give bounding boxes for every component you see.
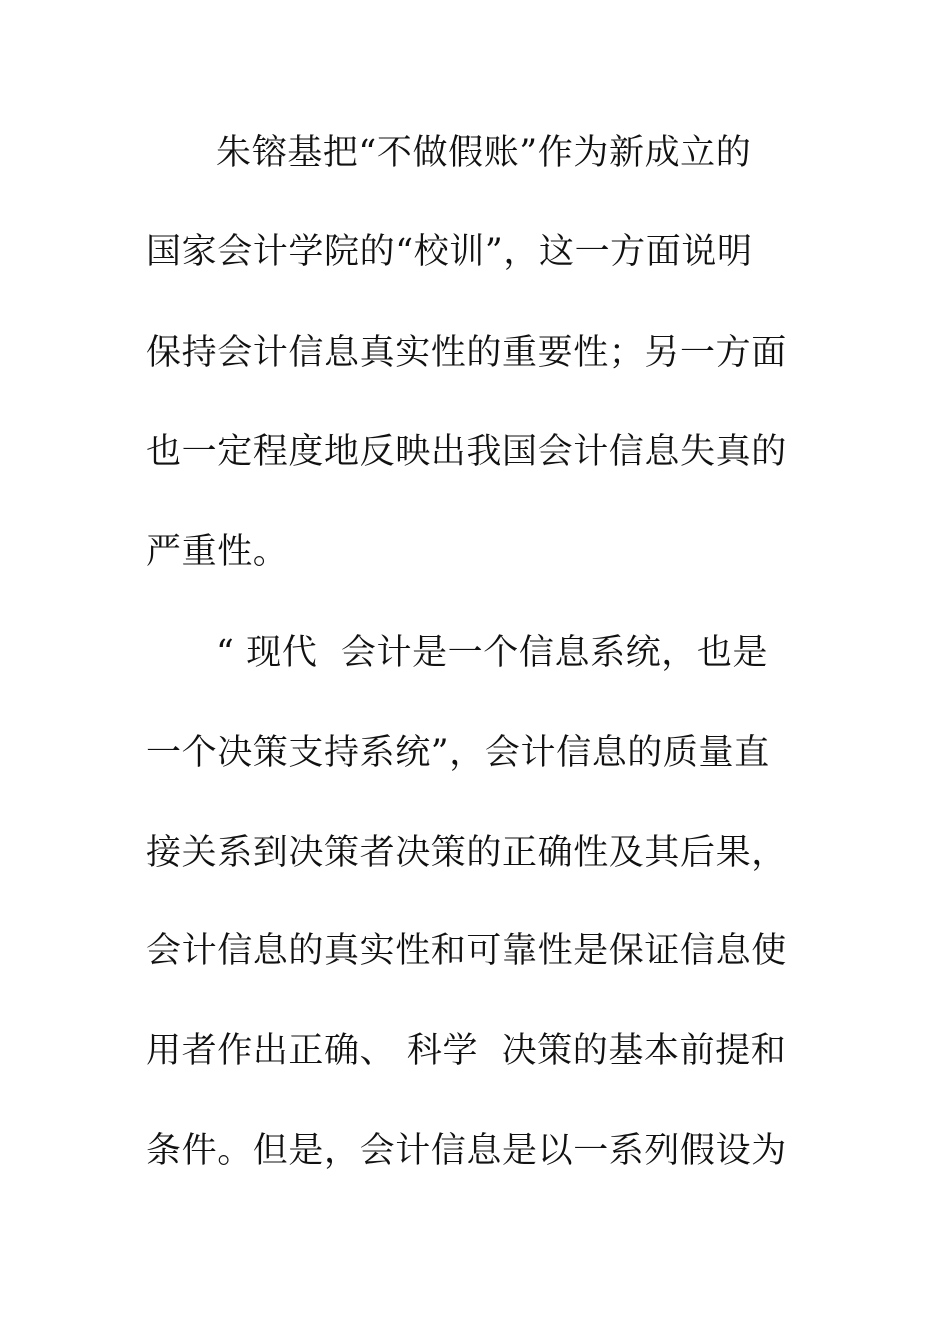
paragraph-2-line-2: 一个决策支持系统”，会计信息的质量直 [146, 733, 770, 773]
paragraph-1-line-1: 朱镕基把“不做假账”作为新成立的 [216, 133, 752, 173]
paragraph-2-line-1: “ 现代 会计是一个信息系统，也是 [216, 633, 769, 673]
paragraph-1-line-3: 保持会计信息真实性的重要性；另一方面 [146, 333, 787, 373]
paragraph-2-line-5: 用者作出正确、 科学 决策的基本前提和 [146, 1031, 787, 1071]
paragraph-2-line-3: 接关系到决策者决策的正确性及其后果， [146, 833, 787, 873]
paragraph-1-line-4: 也一定程度地反映出我国会计信息失真的 [146, 432, 787, 472]
paragraph-2-line-6: 条件。但是，会计信息是以一系列假设为 [146, 1131, 787, 1171]
paragraph-2-line-4: 会计信息的真实性和可靠性是保证信息使 [146, 931, 787, 971]
paragraph-1-line-5: 严重性。 [146, 532, 289, 572]
paragraph-1-line-2: 国家会计学院的“校训”，这一方面说明 [146, 232, 753, 272]
